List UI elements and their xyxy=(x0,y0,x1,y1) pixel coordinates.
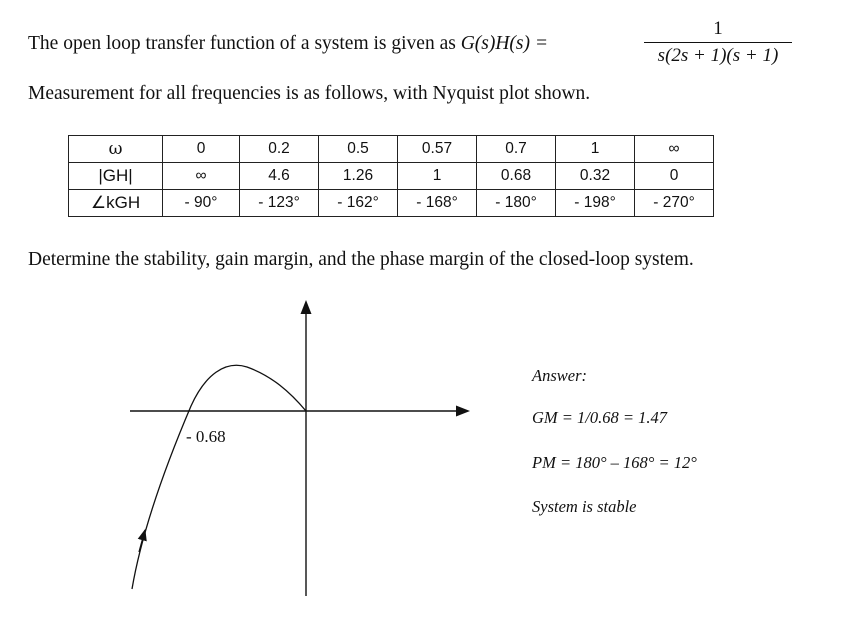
real-axis-arrowhead xyxy=(456,406,470,417)
table-cell: 1.26 xyxy=(319,163,398,190)
table-cell: 4.6 xyxy=(240,163,319,190)
fraction-denominator: s(2s + 1)(s + 1) xyxy=(657,45,779,66)
table-cell: 0.5 xyxy=(319,136,398,163)
phase-margin-answer: PM = 180° – 168° = 12° xyxy=(532,453,697,472)
table-cell: - 90° xyxy=(163,190,240,217)
fraction-numerator: 1 xyxy=(713,18,723,39)
table-cell: 1 xyxy=(556,136,635,163)
table-cell: - 180° xyxy=(477,190,556,217)
table-cell: - 270° xyxy=(635,190,714,217)
table-cell: 0.68 xyxy=(477,163,556,190)
row-header-omega: ω xyxy=(69,136,163,163)
crossing-label: - 0.68 xyxy=(186,427,226,446)
table-cell: - 123° xyxy=(240,190,319,217)
table-cell: 0.32 xyxy=(556,163,635,190)
gain-margin-answer: GM = 1/0.68 = 1.47 xyxy=(532,408,668,427)
table-cell: - 168° xyxy=(398,190,477,217)
stability-answer: System is stable xyxy=(532,497,637,516)
table-cell: - 162° xyxy=(319,190,398,217)
table-cell: - 198° xyxy=(556,190,635,217)
nyquist-curve xyxy=(132,365,306,589)
table-cell: 0.2 xyxy=(240,136,319,163)
measurement-text: Measurement for all frequencies is as follows, with Nyquist plot shown. xyxy=(28,83,591,104)
table-cell: 1 xyxy=(398,163,477,190)
table-cell: 0 xyxy=(163,136,240,163)
table-cell: 0.7 xyxy=(477,136,556,163)
question-text: Determine the stability, gain margin, and the phase margin of the closed-loop system. xyxy=(28,249,694,270)
imaginary-axis-arrowhead xyxy=(301,300,312,314)
direction-arrow xyxy=(139,530,145,552)
table-cell: 0 xyxy=(635,163,714,190)
row-header-magnitude: |GH| xyxy=(69,163,163,190)
table-cell: ∞ xyxy=(163,163,240,190)
table-cell: ∞ xyxy=(635,136,714,163)
intro-text: The open loop transfer function of a system is given as xyxy=(28,33,456,54)
table-cell: 0.57 xyxy=(398,136,477,163)
transfer-function-lhs: G(s)H(s) = xyxy=(460,33,549,54)
answer-heading: Answer: xyxy=(532,366,587,385)
row-header-phase: ∠kGH xyxy=(69,190,163,217)
